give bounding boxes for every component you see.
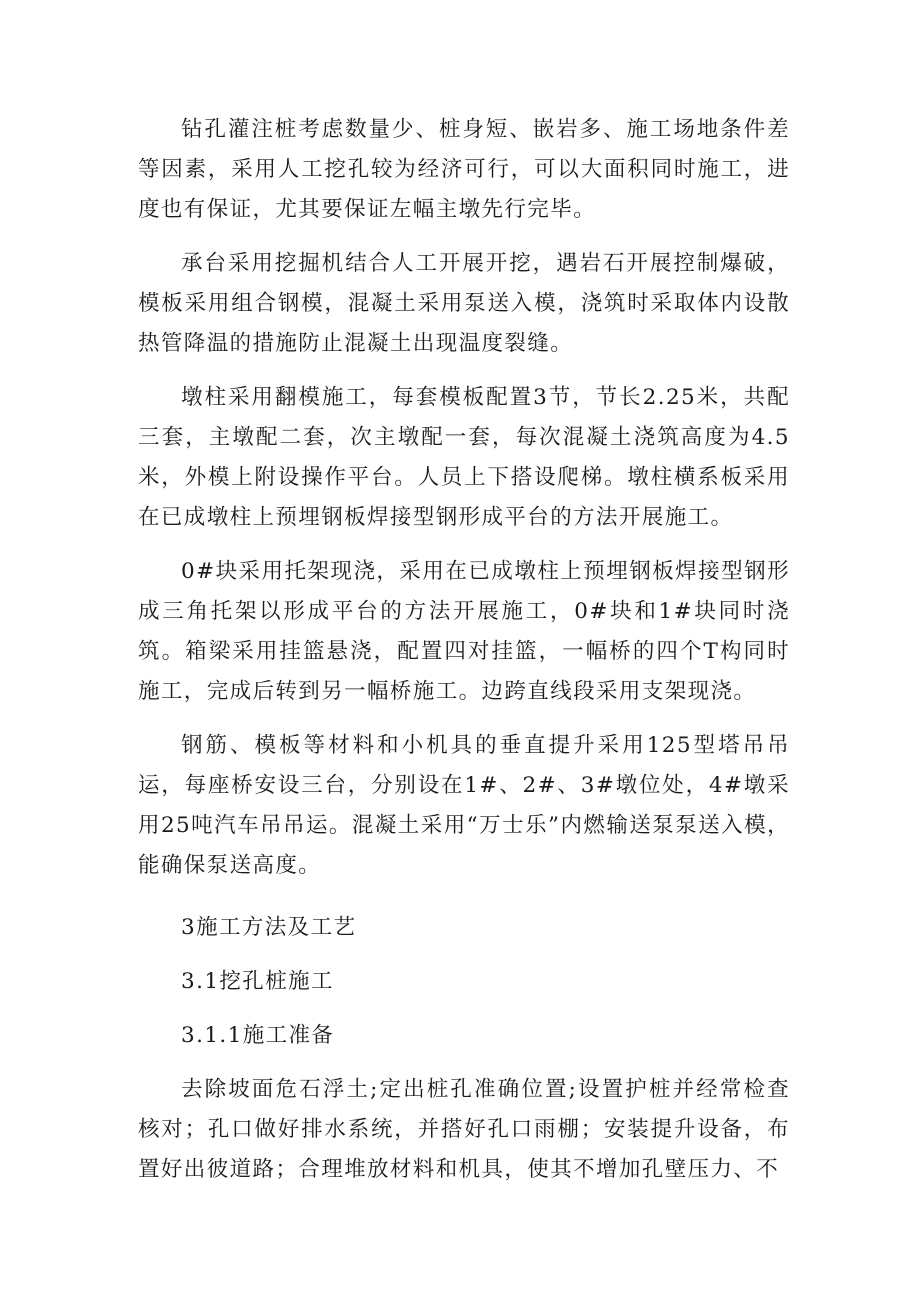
document-body [138,110,790,1204]
paragraph-block-zero: 0#块采用托架现浇，采用在已成墩柱上预埋钢板焊接型钢形成三角托架以形成平台的方法开展施工，0#块和1#块同时浇筑。箱梁采用挂篮悬浇，配置四对挂篮，一幅桥的四个T构同时施工，完成后转到另一幅桥施工。边跨直线段采用支架现浇。 [138,559,790,704]
paragraph-bored-piles: 钻孔灌注桩考虑数量少、桩身短、嵌岩多、施工场地条件差等因素，采用人工挖孔较为经济可行，可以大面积同时施工，进度也有保证，尤其要保证左幅主墩先行完毕。 [138,117,790,222]
paragraph-piers: 墩柱采用翻模施工，每套模板配置3节，节长2.25米，共配三套，主墩配二套，次主墩配一套，每次混凝土浇筑高度为4.5米，外模上附设操作平台。人员上下搭设爬梯。墩柱横系板采用在已成墩柱上预埋钢板焊接型钢形成平台的方法开展施工。 [138,385,790,530]
subsubsection-heading: 3.1.1施工准备 [181,1023,335,1048]
paragraph-pile-caps: 承台采用挖掘机结合人工开展开挖，遇岩石开展控制爆破，模板采用组合钢模，混凝土采用泵送入模，浇筑时采取体内设散热管降温的措施防止混凝土出现温度裂缝。 [138,251,790,356]
paragraph-lifting: 钢筋、模板等材料和小机具的垂直提升采用125型塔吊吊运，每座桥安设三台，分别设在1#、2#、3#墩位处，4#墩采用25吨汽车吊吊运。混凝土采用“万士乐”内燃输送泵泵送入模，能确保泵送高度。 [138,733,790,878]
paragraph-preparation: 去除坡面危石浮土;定出桩孔准确位置;设置护桩并经常检查核对；孔口做好排水系统，并搭好孔口雨棚；安装提升设备，布置好出彼道路；合理堆放材料和机具，使其不增加孔壁压力、不 [138,1077,790,1182]
section-heading: 3施工方法及工艺 [181,915,357,940]
subsection-heading: 3.1挖孔桩施工 [181,969,334,994]
